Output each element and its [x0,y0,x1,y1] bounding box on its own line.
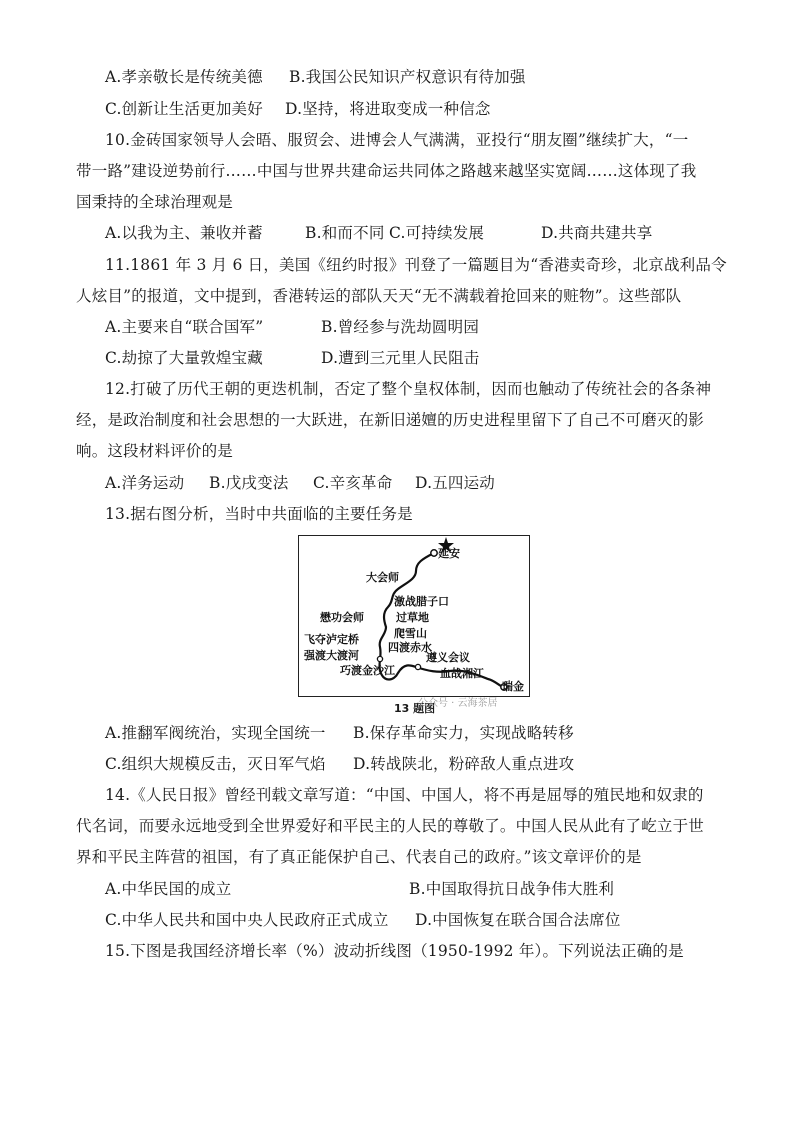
q12-option-a: A.洋务运动 [105,474,185,492]
q10-option-b: B.和而不同 [305,224,385,242]
q12-option-b: B.戊戌变法 [209,474,289,492]
q13-option-c: C.组织大规模反击，灭日军气焰 [105,755,326,773]
q12-stem-line3: 响。这段材料评价的是 [76,442,234,460]
q13-option-b: B.保存革命实力，实现战略转移 [353,724,574,742]
q12-stem-line2: 经，是政治制度和社会思想的一大跃进，在新旧递嬗的历史进程里留下了自己不可磨灭的影 [76,411,705,429]
q10-option-d: D.共商共建共享 [541,224,653,242]
q15-stem-line1: 15.下图是我国经济增长率（%）波动折线图（1950-1992 年）。下列说法正确的是 [105,942,684,960]
q14-option-a: A.中华民国的成立 [105,880,232,898]
label-xiangjiang: 血战湘江 [440,667,484,680]
q14-option-b: B.中国取得抗日战争伟大胜利 [409,880,615,898]
label-yanan: 延安 [438,547,460,560]
q12-option-c: C.辛亥革命 [313,474,393,492]
q11-stem-line2: 人炫目”的报道，文中提到，香港转运的部队天天“无不满载着抢回来的赃物”。这些部队 [76,287,682,305]
label-sidu: 四渡赤水 [388,641,432,654]
q11-stem-line1: 11.1861 年 3 月 6 日，美国《纽约时报》刊登了一篇题目为“香港卖奇珍，北京战利品令 [105,256,727,274]
q10-option-a: A.以我为主、兼收并蓄 [105,224,263,242]
yanan-marker [431,550,437,556]
q9-option-b: B.我国公民知识产权意识有待加强 [289,68,526,86]
label-xueshan: 爬雪山 [394,627,427,640]
q14-option-c: C.中华人民共和国中央人民政府正式成立 [105,911,389,929]
q13-stem-line1: 13.据右图分析，当时中共面临的主要任务是 [105,505,413,523]
q13-option-d: D.转战陕北，粉碎敌人重点进攻 [353,755,575,773]
label-caodi: 过草地 [396,611,429,624]
route-marker [377,656,382,661]
q9-option-a: A.孝亲敬长是传统美德 [105,68,263,86]
q12-option-d: D.五四运动 [415,474,496,492]
label-lazikou: 激战腊子口 [394,595,449,608]
q10-stem-line3: 国秉持的全球治理观是 [76,193,234,211]
q11-option-d: D.遭到三元里人民阻击 [321,349,480,367]
label-jinsha: 巧渡金沙江 [340,664,395,677]
q14-option-d: D.中国恢复在联合国合法席位 [415,911,621,929]
zunyi-marker [415,664,420,669]
q12-stem-line1: 12.打破了历代王朝的更迭机制，否定了整个皇权体制，因而也触动了传统社会的各条神 [105,380,712,398]
label-dadu: 强渡大渡河 [304,649,359,662]
watermark: 公众号 · 云海茶居 [418,698,498,709]
q11-option-c: C.劫掠了大量敦煌宝藏 [105,349,263,367]
q10-option-c: C.可持续发展 [389,224,485,242]
q14-stem-line2: 代名词，而要永远地受到全世界爱好和平民主的人民的尊敬了。中国人民从此有了屹立于世 [76,817,705,835]
q9-option-c: C.创新让生活更加美好 [105,100,263,118]
q11-option-a: A.主要来自“联合国军” [105,318,264,336]
q11-option-b: B.曾经参与洗劫圆明园 [321,318,480,336]
label-maogong: 懋功会师 [320,611,364,624]
long-march-route-svg [298,535,530,697]
label-luding: 飞夺泸定桥 [304,633,359,646]
q10-stem-line1: 10.金砖国家领导人会晤、服贸会、进博会人气满满，亚投行“朋友圈”继续扩大，“一 [105,131,689,149]
map-caption: 13 题图 [394,702,436,715]
q13-option-a: A.推翻军阀统治，实现全国统一 [105,724,326,742]
q10-stem-line2: 带一路”建设逆势前行……中国与世界共建命运共同体之路越来越坚实宽阔……这体现了我 [76,162,697,180]
label-ruijin: 瑞金 [502,680,524,693]
label-dahuishi: 大会师 [366,571,399,584]
label-zunyi: 遵义会议 [426,651,470,664]
q14-stem-line3: 界和平民主阵营的祖国，有了真正能保护自己、代表自己的政府。”该文章评价的是 [76,848,642,866]
q14-stem-line1: 14.《人民日报》曾经刊载文章写道：“中国、中国人，将不再是屈辱的殖民地和奴隶的 [105,786,704,804]
q9-option-d: D.坚持，将进取变成一种信念 [285,100,491,118]
